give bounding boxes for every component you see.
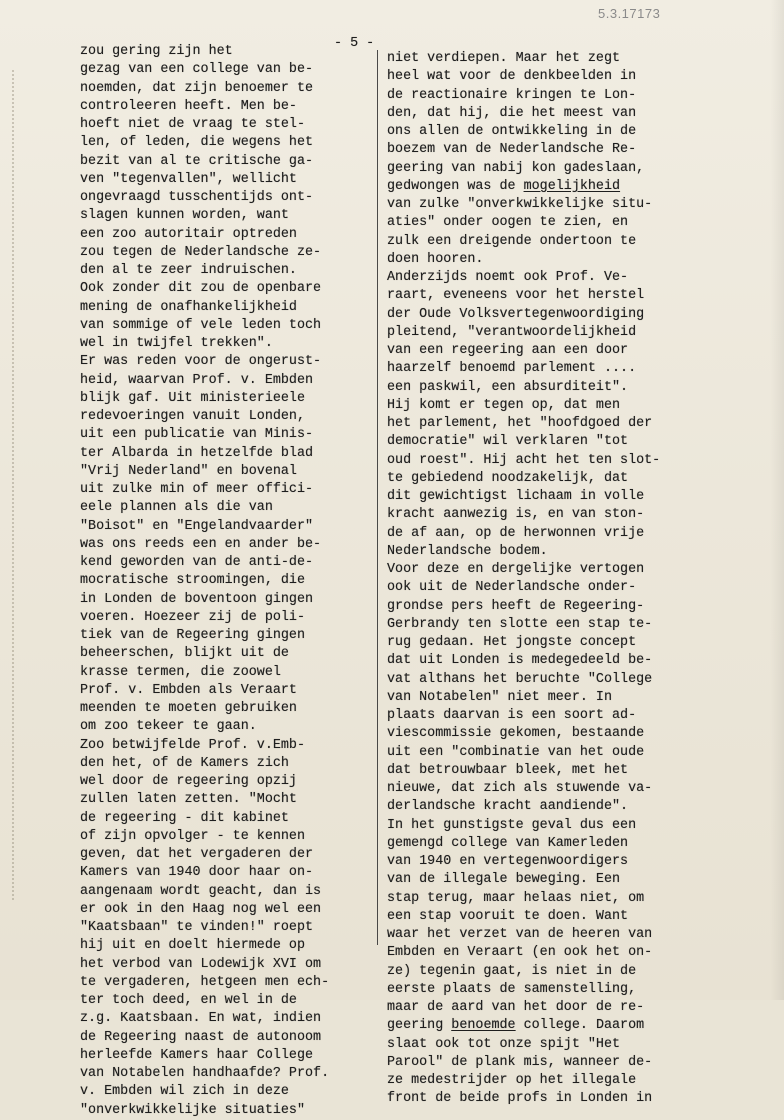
right-column-line: een paskwil, een absurditeit". bbox=[387, 379, 629, 395]
right-column-lines bbox=[387, 50, 660, 1109]
right-column-line: ook uit de Nederlandsche onder- bbox=[387, 580, 637, 596]
right-column-line: maar de aard van het door de re- bbox=[387, 1000, 645, 1015]
right-column-line: ze medestrijder op het illegale bbox=[387, 1073, 637, 1088]
left-column-line: ter toch deed, en wel in de bbox=[80, 993, 297, 1008]
left-column-line: controleeren heeft. Men be- bbox=[80, 98, 297, 114]
right-column-line: van zulke "onverkwikkelijke situ- bbox=[387, 197, 653, 212]
right-column-line: te gebiedend noodzakelijk, dat bbox=[387, 470, 629, 486]
right-column-line: der Oude Volksvertegenwoordiging bbox=[387, 306, 645, 322]
right-column-line: plaats daarvan is een soort ad- bbox=[387, 708, 637, 723]
right-column-line: dat uit Londen is medegedeeld be- bbox=[387, 653, 653, 669]
left-column-line: Prof. v. Embden als Veraart bbox=[80, 682, 297, 698]
left-column-line: voeren. Hoezeer zij de poli- bbox=[80, 609, 305, 625]
right-column-line: democratie" wil verklaren "tot bbox=[387, 434, 629, 450]
left-column-line: in Londen de boventoon gingen bbox=[80, 591, 314, 607]
right-column-line: niet verdiepen. Maar het zegt bbox=[387, 51, 621, 66]
right-column-line: front de beide profs in Londen in bbox=[387, 1091, 653, 1107]
left-column-line: len, of leden, die wegens het bbox=[80, 135, 314, 151]
left-column-line: tiek van de Regeering gingen bbox=[80, 628, 305, 643]
right-column-line: doen hooren. bbox=[387, 251, 484, 267]
right-column-line: rug gedaan. Het jongste concept bbox=[387, 635, 637, 650]
page-number: - 5 - bbox=[334, 36, 375, 51]
right-column-line: stap terug, maar helaas niet, om bbox=[387, 890, 645, 906]
left-column-line: Zoo betwijfelde Prof. v.Emb- bbox=[80, 737, 305, 753]
left-column bbox=[80, 35, 375, 1118]
right-column-line: de af aan, op de herwonnen vrije bbox=[387, 525, 645, 541]
left-column-line: "Kaatsbaan" te vinden!" roept bbox=[80, 920, 314, 935]
left-column-line: Ook zonder dit zou de openbare bbox=[80, 281, 322, 297]
right-column-line: den, dat hij, die het meest van bbox=[387, 105, 637, 121]
left-column-line: v. Embden wil zich in deze bbox=[80, 1084, 289, 1100]
right-column-line: Embden en Veraart (en ook het on- bbox=[387, 945, 653, 961]
left-column-line: blijk gaf. Uit ministerieele bbox=[80, 390, 305, 406]
right-column-line: geering van nabij kon gadeslaan, bbox=[387, 160, 645, 176]
right-column-line: Parool" de plank mis, wanneer de- bbox=[387, 1054, 653, 1070]
left-column-line: zou gering zijn het bbox=[80, 44, 233, 59]
left-column-line: uit een publicatie van Minis- bbox=[80, 427, 314, 443]
left-column-line: de Regeering naast de autonoom bbox=[80, 1029, 322, 1045]
left-column-line: hij uit en doelt hiermede op bbox=[80, 938, 305, 954]
right-column bbox=[387, 35, 707, 1107]
left-column-line: den al te zeer indruischen. bbox=[80, 263, 297, 278]
right-column-line: grondse pers heeft de Regeering- bbox=[387, 598, 645, 614]
left-column-line: van sommige of vele leden toch bbox=[80, 317, 322, 333]
left-column-line: uit zulke min of meer offici- bbox=[80, 482, 314, 497]
right-column-line: Hij komt er tegen op, dat men bbox=[387, 397, 621, 413]
right-column-line: van Notabelen" niet meer. In bbox=[387, 689, 612, 705]
left-column-line: krasse termen, die zoowel bbox=[80, 664, 281, 680]
right-column-line: het parlement, het "hoofdgoed der bbox=[387, 416, 653, 431]
right-column-line: raart, eveneens voor het herstel bbox=[387, 288, 645, 304]
right-column-line: gemengd college van Kamerleden bbox=[387, 835, 629, 851]
left-column-line: zullen laten zetten. "Mocht bbox=[80, 792, 297, 808]
left-column-line: hoeft niet de vraag te stel- bbox=[80, 117, 305, 132]
right-column-line: nieuwe, dat zich als stuwende va- bbox=[387, 781, 653, 796]
left-column-line: te vergaderen, hetgeen men ech- bbox=[80, 974, 330, 990]
left-column-line: aangenaam wordt geacht, dan is bbox=[80, 883, 322, 899]
left-column-line: mocratische stroomingen, die bbox=[80, 573, 305, 589]
right-column-line: heel wat voor de denkbeelden in bbox=[387, 69, 637, 85]
right-column-line: Voor deze en dergelijke vertogen bbox=[387, 562, 645, 577]
left-column-line: mening de onafhankelijkheid bbox=[80, 299, 297, 315]
left-column-line: "Vrij Nederland" en bovenal bbox=[80, 463, 297, 479]
left-column-line: was ons reeds een en ander be- bbox=[80, 536, 322, 552]
left-column-line: er ook in den Haag nog wel een bbox=[80, 901, 322, 917]
left-column-line: het verbod van Lodewijk XVI om bbox=[80, 956, 322, 972]
left-column-line: ven "tegenvallen", wellicht bbox=[80, 171, 297, 187]
left-column-line: heid, waarvan Prof. v. Embden bbox=[80, 372, 314, 388]
left-column-line: van Notabelen handhaafde? Prof. bbox=[80, 1066, 330, 1081]
paper-edge-shadow bbox=[770, 0, 784, 1000]
left-column-line: meenden te moeten gebruiken bbox=[80, 701, 297, 716]
right-column-line: In het gunstigste geval dus een bbox=[387, 817, 637, 833]
underlined-word: benoemde bbox=[451, 1018, 516, 1034]
right-column-line: Anderzijds noemt ook Prof. Ve- bbox=[387, 270, 629, 285]
left-column-line: ter Albarda in hetzelfde blad bbox=[80, 445, 314, 461]
right-column-line: een stap vooruit te doen. Want bbox=[387, 908, 629, 924]
right-column-line: gedwongen was de mogelijkheid bbox=[387, 178, 621, 194]
left-column-line: beheerschen, blijkt uit de bbox=[80, 646, 289, 662]
left-column-line: de regeering - dit kabinet bbox=[80, 810, 289, 826]
right-column-line: van een regeering aan een door bbox=[387, 343, 629, 358]
left-column-line: om zoo tekeer te gaan. bbox=[80, 719, 257, 735]
column-divider bbox=[377, 50, 378, 945]
right-column-line: derlandsche kracht aandiende". bbox=[387, 799, 629, 815]
left-column-line: ongevraagd tusschentijds ont- bbox=[80, 190, 314, 205]
right-column-line: zulk een dreigende ondertoon te bbox=[387, 233, 637, 249]
right-column-line: pleitend, "verantwoordelijkheid bbox=[387, 324, 637, 340]
left-column-line: of zijn opvolger - te kennen bbox=[80, 828, 305, 844]
left-column-line: "Boisot" en "Engelandvaarder" bbox=[80, 518, 314, 534]
left-column-line: geven, dat het vergaderen der bbox=[80, 847, 314, 862]
left-column-line: slagen kunnen worden, want bbox=[80, 208, 289, 224]
archive-stamp: 5.3.17173 bbox=[598, 6, 661, 21]
left-column-line: "onverkwikkelijke situaties" bbox=[80, 1102, 305, 1118]
left-column-line: herleefde Kamers haar College bbox=[80, 1047, 314, 1063]
right-column-line: boezem van de Nederlandsche Re- bbox=[387, 142, 637, 158]
left-column-line: kend geworden van de anti-de- bbox=[80, 555, 314, 570]
right-column-line: ons allen de ontwikkeling in de bbox=[387, 124, 637, 139]
left-column-line: z.g. Kaatsbaan. En wat, indien bbox=[80, 1011, 322, 1027]
left-column-line: gezag van een college van be- bbox=[80, 62, 314, 78]
right-column-line: dat betrouwbaar bleek, met het bbox=[387, 762, 629, 778]
right-column-line: kracht aanwezig is, en van ston- bbox=[387, 507, 645, 523]
left-column-line: een zoo autoritair optreden bbox=[80, 226, 297, 242]
right-column-line: van de illegale beweging. Een bbox=[387, 872, 621, 888]
right-column-line: slaat ook tot onze spijt "Het bbox=[387, 1036, 621, 1052]
left-column-line: wel in twijfel trekken". bbox=[80, 336, 273, 351]
left-column-line: zou tegen de Nederlandsche ze- bbox=[80, 244, 322, 260]
right-column-line: ze) tegenin gaat, is niet in de bbox=[387, 963, 637, 979]
right-column-line: waar het verzet van de heeren van bbox=[387, 927, 653, 942]
right-column-line: de reactionaire kringen te Lon- bbox=[387, 87, 637, 103]
left-column-line: Kamers van 1940 door haar on- bbox=[80, 865, 314, 881]
left-column-line: noemden, dat zijn benoemer te bbox=[80, 80, 314, 96]
left-column-line: Er was reden voor de ongerust- bbox=[80, 354, 322, 370]
right-column-line: Nederlandsche bodem. bbox=[387, 543, 548, 559]
right-column-line: viescommissie gekomen, bestaande bbox=[387, 726, 645, 742]
right-column-line: Gerbrandy ten slotte een stap te- bbox=[387, 616, 653, 632]
right-column-line: oud roest". Hij acht het ten slot- bbox=[387, 452, 661, 468]
underlined-word: mogelijkheid bbox=[523, 178, 621, 194]
right-column-line: dit gewichtigst lichaam in volle bbox=[387, 489, 645, 504]
left-column-line: wel door de regeering opzij bbox=[80, 774, 297, 789]
right-column-line: haarzelf benoemd parlement .... bbox=[387, 361, 637, 377]
right-column-line: van 1940 en vertegenwoordigers bbox=[387, 854, 629, 869]
punch-hole-margin bbox=[12, 70, 14, 900]
left-column-lines bbox=[80, 43, 329, 1120]
left-column-line: bezit van al te critische ga- bbox=[80, 153, 314, 169]
left-column-line: eele plannen als die van bbox=[80, 500, 273, 516]
right-column-line: uit een "combinatie van het oude bbox=[387, 744, 645, 760]
right-column-line: aties" onder oogen te zien, en bbox=[387, 215, 629, 231]
right-column-line: geering benoemde college. Daarom bbox=[387, 1018, 645, 1034]
left-column-line: den het, of de Kamers zich bbox=[80, 755, 289, 771]
right-column-line: eerste plaats de samenstelling, bbox=[387, 981, 637, 997]
right-column-line: vat althans het beruchte "College bbox=[387, 671, 653, 687]
left-column-line: redevoeringen vanuit Londen, bbox=[80, 409, 305, 424]
